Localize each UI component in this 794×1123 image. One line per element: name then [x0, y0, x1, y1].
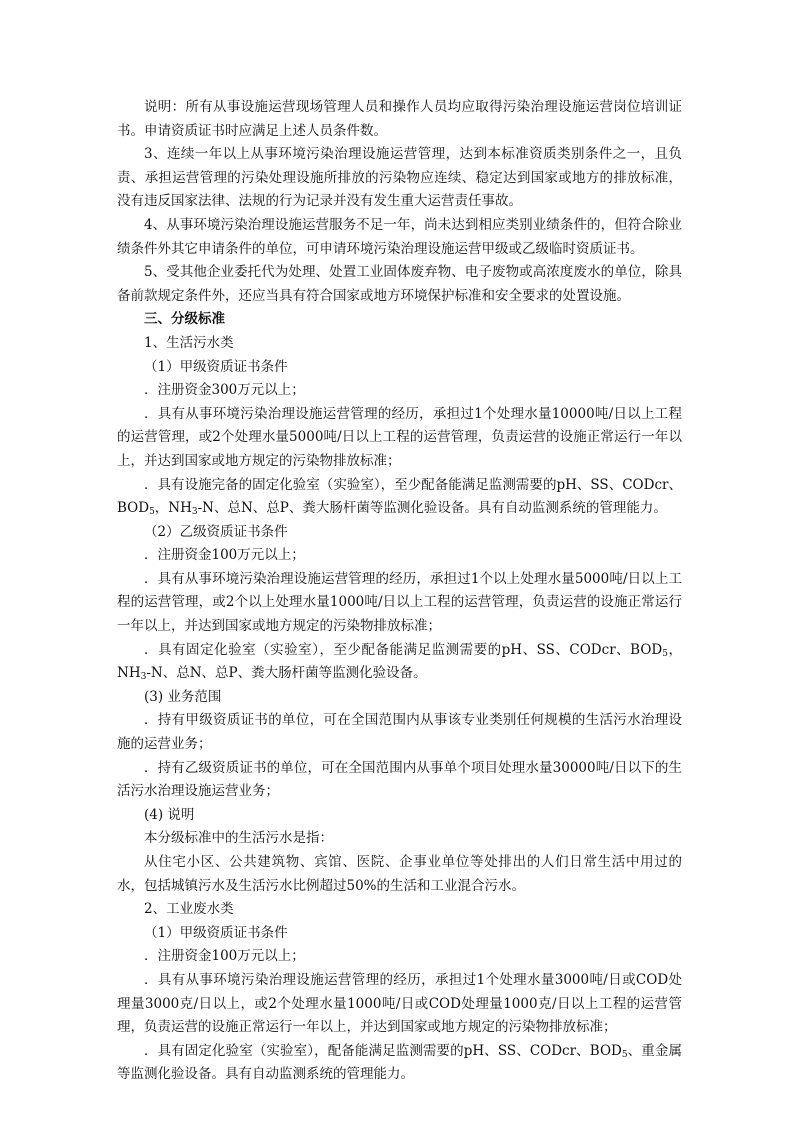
document-page [117, 96, 682, 1087]
paragraph: 5、受其他企业委托代为处理、处置工业固体废弃物、电子废物或高浓度废水的单位，除具备前款规定条件外，还应当具有符合国家或地方环境保护标准和安全要求的处置设施。 [117, 264, 682, 304]
subsection-heading: (4) 说明 [144, 806, 195, 823]
list-item: ．具有固定化验室（实验室），至少配备能满足监测需要的pH、SS、CODcr、$BOD_5$，$NH_3-N$、总N、总P、粪大肠杆菌等监测化验设备。 [117, 641, 683, 683]
paragraph: 从住宅小区、公共建筑物、宾馆、医院、企事业单位等处排出的人们日常生活中用过的水，包括城镇污水及生活污水比例超过50%的生活和工业混合污水。 [117, 854, 682, 894]
paragraph: 说明：所有从事设施运营现场管理人员和操作人员均应取得污染治理设施运营岗位培训证书。申请资质证书时应满足上述人员条件数。 [117, 99, 682, 139]
list-item: ．具有设施完备的固定化验室（实验室），至少配备能满足监测需要的pH、SS、CODcr、$BOD_5$，$NH_3-N$、总N、总P、粪大肠杆菌等监测化验设备。具有自动监测系统的管理能力。 [117, 476, 682, 518]
paragraph: 3、连续一年以上从事环境污染治理设施运营管理，达到本标准资质类别条件之一，且负责、承担运营管理的污染处理设施所排放的污染物应连续、稳定达到国家或地方的排放标准，没有违反国家法律、法规的行为记录并没有发生重大运营责任事故。 [117, 146, 682, 210]
paragraph: 4、从事环境污染治理设施运营服务不足一年，尚未达到相应类别业绩条件的，但符合除业绩条件外其它申请条件的单位，可申请环境污染治理设施运营甲级或乙级临时资质证书。 [117, 216, 682, 257]
list-item: ．具有从事环境污染治理设施运营管理的经历，承担过1个处理水量10000吨/日以上工程的运营管理，或2个处理水量5000吨/日以上工程的运营管理，负责运营的设施正常运行一年以上，并达到国家或地方规定的污染物排放标准； [117, 405, 682, 469]
subsection-heading: 1、生活污水类 [144, 334, 234, 351]
list-item: ．注册资金100万元以上； [144, 948, 305, 965]
subsection-heading: (3) 业务范围 [144, 688, 222, 705]
paragraph: 本分级标准中的生活污水是指： [144, 830, 333, 847]
list-item: ．具有固定化验室（实验室），配备能满足监测需要的pH、SS、CODcr、$BOD_5$、重金属等监测化验设备。具有自动监测系统的管理能力。 [117, 1042, 682, 1083]
list-item: ．注册资金300万元以上； [144, 382, 305, 399]
subsection-heading: （2）乙级资质证书条件 [144, 523, 288, 540]
subsection-heading: 2、工业废水类 [144, 901, 234, 918]
list-item: ．持有甲级资质证书的单位，可在全国范围内从事该专业类别任何规模的生活污水治理设施的运营业务； [117, 712, 682, 753]
subsection-heading: （1）甲级资质证书条件 [144, 924, 288, 941]
list-item: ．注册资金100万元以上； [144, 547, 305, 564]
list-item: ．具有从事环境污染治理设施运营管理的经历，承担过1个处理水量3000吨/日或COD处理量3000克/日以上，或2个处理水量1000吨/日或COD处理量1000克/日以上工程的运营管理，负责运营的设施正常运行一年以上，并达到国家或地方规定的污染物排放标准； [117, 971, 682, 1036]
subsection-heading: （1）甲级资质证书条件 [144, 358, 288, 375]
section-heading: 三、分级标准 [144, 311, 225, 328]
list-item: ．具有从事环境污染治理设施运营管理的经历，承担过1个以上处理水量5000吨/日以上工程的运营管理，或2个以上处理水量1000吨/日以上工程的运营管理，负责运营的设施正常运行一年以上，并达到国家或地方规定的污染物排放标准； [117, 570, 682, 635]
list-item: ．持有乙级资质证书的单位，可在全国范围内从事单个项目处理水量30000吨/日以下的生活污水治理设施运营业务； [117, 759, 682, 800]
